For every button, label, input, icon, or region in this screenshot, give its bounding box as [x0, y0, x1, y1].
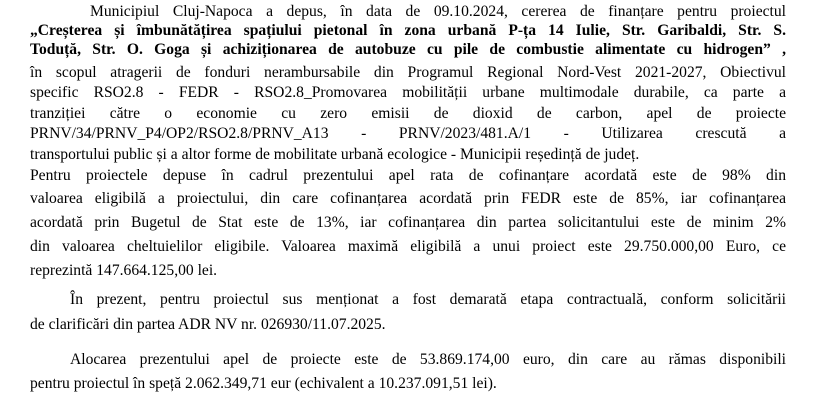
para1-intro: Municipiul Cluj-Napoca a depus, în data de 09.10.2024, cererea de finanțare pentru proiectul: [90, 3, 786, 20]
para2-line4: din valoarea cheltuielilor eligibile. Valoarea maximă eligibilă a unui proiect este 29.750.000,00 Euro, ce: [30, 238, 786, 255]
para1-line4: în scopul atragerii de fonduri nerambursabile din Programul Regional Nord-Vest 2021-2027, Obiectivul: [30, 64, 786, 81]
para1-line6: tranziției către o economie cu zero emisii de dioxid de carbon, apel de proiecte: [30, 105, 786, 122]
project-title-line2: Toduță, Str. O. Goga și achiziționarea de autobuze cu pile de combustie alimentate cu hidrogen” ,: [30, 41, 786, 58]
para3-line1: În prezent, pentru proiectul sus menționat a fost demarată etapa contractuală, conform solicitării: [70, 291, 786, 308]
para4-line2: pentru proiectul în speță 2.062.349,71 eur (echivalent a 10.237.091,51 lei).: [30, 375, 497, 392]
para1-line5: specific RSO2.8 - FEDR - RSO2.8_Promovarea mobilității urbane multimodale durabile, ca parte a: [30, 84, 786, 101]
para4-line1: Alocarea prezentului apel de proiecte este de 53.869.174,00 euro, din care au rămas disponibili: [70, 351, 786, 368]
para3-line2: de clarificări din partea ADR NV nr. 026930/11.07.2025.: [30, 316, 386, 333]
project-title-line1: „Creșterea și îmbunătățirea spațiului pietonal în zona urbană P-ța 14 Iulie, Str. Garibaldi, Str. S.: [30, 22, 786, 39]
para2-line2: valoarea eligibilă a proiectului, din care cofinanțarea acordată prin FEDR este de 85%, iar cofinanțarea: [30, 190, 786, 207]
para1-line8: transportului public și a altor forme de mobilitate urbană ecologice - Municipii reședință de județ.: [30, 146, 640, 163]
para2-line3: acordată prin Bugetul de Stat este de 13%, iar cofinanțarea din partea solicitantului este de minim 2%: [30, 214, 786, 231]
para1-line7: PRNV/34/PRNV_P4/OP2/RSO2.8/PRNV_A13 - PRNV/2023/481.A/1 - Utilizarea crescută a: [30, 125, 786, 142]
para2-line1: Pentru proiectele depuse în cadrul prezentului apel rata de cofinanțare acordată este de 98% din: [30, 167, 786, 184]
para2-line5: reprezintă 147.664.125,00 lei.: [30, 262, 218, 279]
